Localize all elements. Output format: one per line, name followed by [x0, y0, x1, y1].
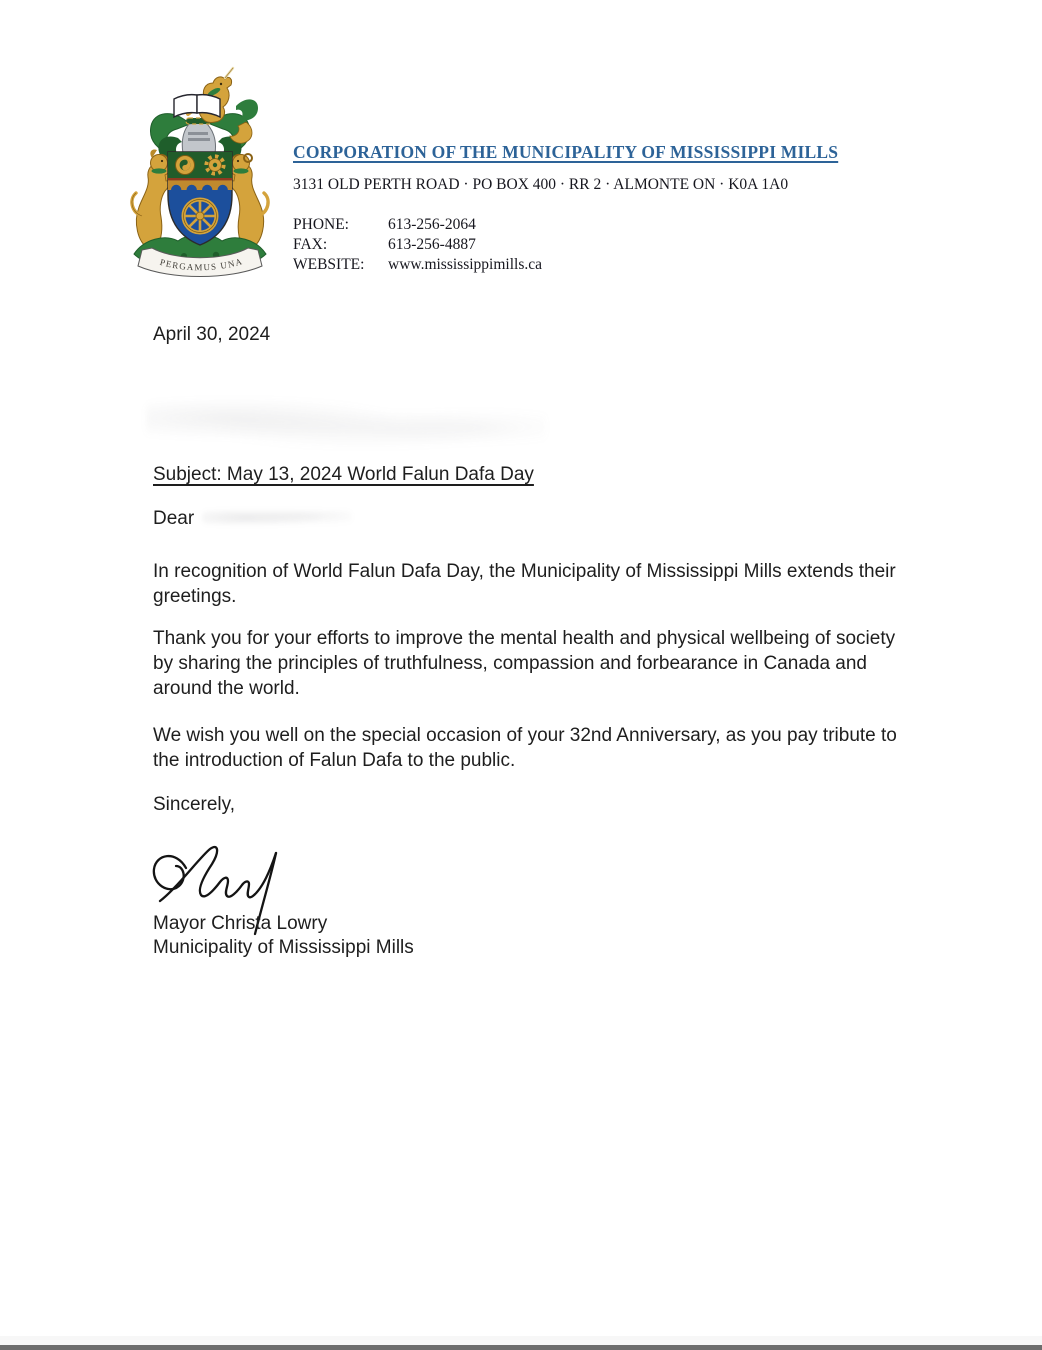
unicorn-crest — [174, 68, 233, 122]
phone-label: PHONE: — [293, 216, 349, 233]
body-paragraph-1: In recognition of World Falun Dafa Day, the Municipality of Mississippi Mills extends their greetings. — [153, 561, 896, 607]
body-paragraph-3: We wish you well on the special occasion of your 32nd Anniversary, as you pay tribute to the introduction of Falun Dafa to the public. — [153, 725, 897, 771]
redacted-recipient-address — [146, 396, 546, 452]
crest-motto-text: PERGAMUS UNA — [158, 256, 245, 273]
phone-number: 613-256-2064 — [388, 216, 476, 233]
signer-name: Mayor Christa Lowry — [153, 913, 328, 934]
redacted-recipient-name — [202, 510, 352, 525]
fax-number: 613-256-4887 — [388, 236, 476, 253]
contact-block — [293, 215, 542, 275]
closing-line: Sincerely, — [153, 794, 236, 815]
page-bottom-edge — [0, 1345, 1042, 1350]
subject-line: Subject: May 13, 2024 World Falun Dafa Day — [153, 464, 534, 485]
letter-date: April 30, 2024 — [153, 324, 271, 345]
salutation-text: Dear — [153, 508, 195, 529]
body-paragraph-2: Thank you for your efforts to improve the mental health and physical wellbeing of society by sharing the principles of truthfulness, compassion and forbearance in Canada and around the world. — [153, 628, 896, 699]
helmet — [182, 118, 215, 153]
website-row — [293, 255, 542, 275]
page-bottom-fade — [0, 1336, 1042, 1345]
organization-address: 3131 OLD PERTH ROAD · PO BOX 400 · RR 2 · ALMONTE ON · K0A 1A0 — [293, 176, 789, 193]
website-url: www.mississippimills.ca — [388, 256, 543, 273]
signature-block — [153, 912, 414, 959]
salutation-line — [153, 508, 352, 530]
municipal-coat-of-arms — [118, 66, 282, 284]
website-label: WEBSITE: — [293, 256, 365, 273]
fax-row — [293, 235, 542, 255]
signer-organization: Municipality of Mississippi Mills — [153, 936, 414, 958]
phone-row — [293, 215, 542, 235]
fax-label: FAX: — [293, 236, 328, 253]
shield — [168, 152, 232, 245]
organization-name: CORPORATION OF THE MUNICIPALITY OF MISSISSIPPI MILLS — [293, 142, 839, 162]
coat-of-arms-graphic — [118, 66, 282, 284]
